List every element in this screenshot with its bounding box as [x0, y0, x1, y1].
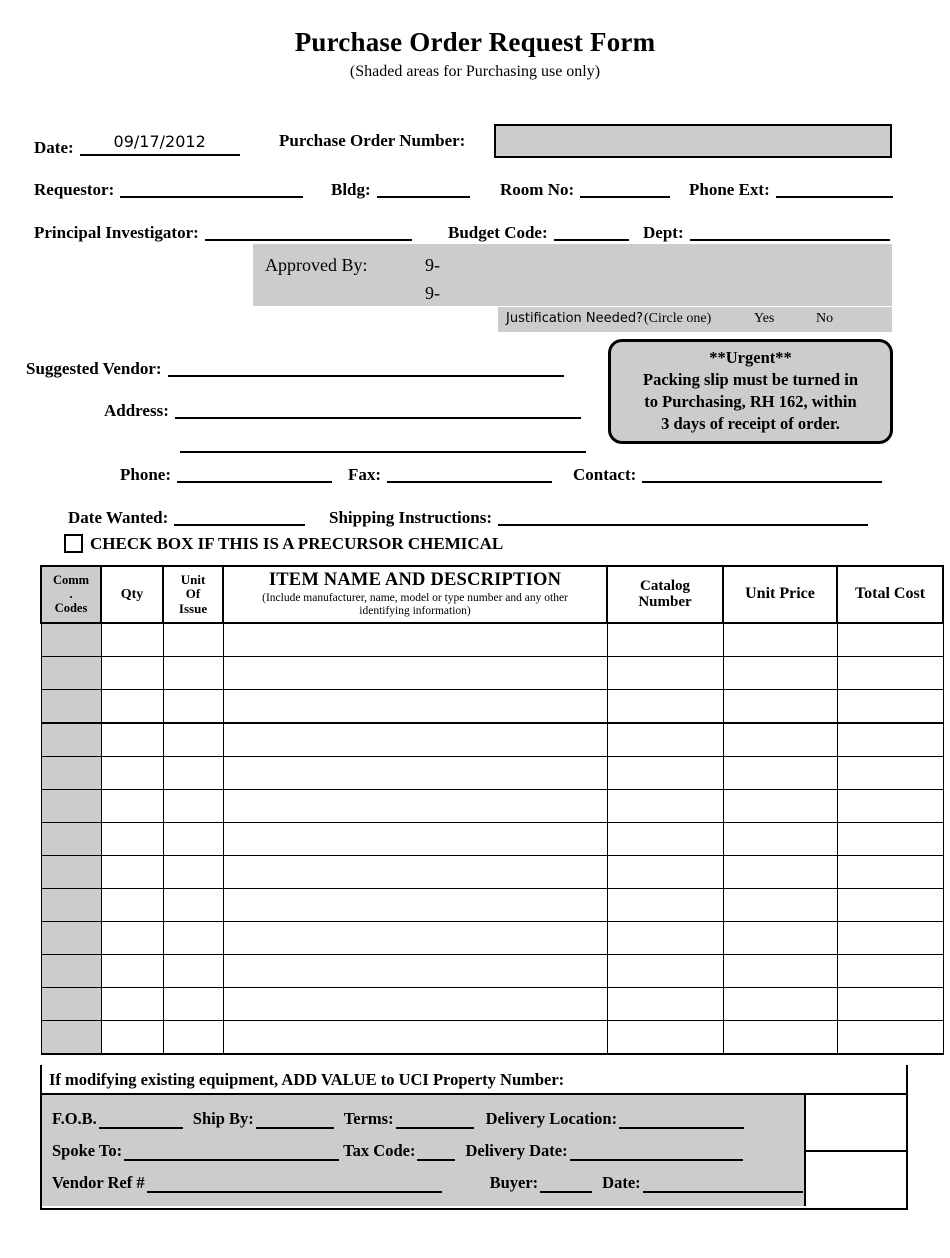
cell-item_description[interactable]	[223, 987, 607, 1020]
items-table-header-row	[41, 566, 943, 623]
fob-label: F.O.B.	[52, 1109, 97, 1128]
cell-unit_of_issue[interactable]	[163, 888, 223, 921]
cell-total_cost[interactable]	[837, 756, 943, 789]
spoke-to-input[interactable]	[124, 1141, 339, 1161]
budget-code-row	[448, 219, 629, 241]
cell-catalog_number[interactable]	[607, 623, 723, 657]
requestor-row	[34, 176, 303, 198]
phone-ext-row	[689, 176, 893, 198]
cell-unit_price[interactable]	[723, 689, 837, 723]
budget-code-label: Budget Code:	[448, 223, 548, 242]
address-input-line-2[interactable]	[180, 431, 586, 453]
cell-total_cost[interactable]	[837, 689, 943, 723]
cell-comm_codes[interactable]	[41, 1020, 101, 1054]
suggested-vendor-row	[26, 355, 564, 377]
cell-unit_price[interactable]	[723, 921, 837, 954]
cell-catalog_number[interactable]	[607, 656, 723, 689]
cell-item_description[interactable]	[223, 1020, 607, 1054]
vendor-fax-label: Fax:	[348, 465, 382, 484]
cell-total_cost[interactable]	[837, 656, 943, 689]
cell-qty[interactable]	[101, 756, 163, 789]
cell-total_cost[interactable]	[837, 954, 943, 987]
cell-catalog_number[interactable]	[607, 888, 723, 921]
table-row	[41, 888, 943, 921]
buyer-label: Buyer:	[489, 1173, 539, 1192]
principal-investigator-row	[34, 219, 412, 241]
approver-1-field[interactable]: 9-	[425, 255, 440, 275]
precursor-chemical-row	[64, 534, 503, 553]
cell-item_description[interactable]	[223, 954, 607, 987]
cell-catalog_number[interactable]	[607, 987, 723, 1020]
cell-unit_price[interactable]	[723, 789, 837, 822]
principal-investigator-input[interactable]	[205, 219, 412, 241]
cell-item_description[interactable]	[223, 656, 607, 689]
cell-catalog_number[interactable]	[607, 756, 723, 789]
cell-total_cost[interactable]	[837, 987, 943, 1020]
date-value: 09/17/2012	[113, 132, 206, 151]
column-header-unit-price: Unit Price	[723, 566, 837, 623]
suggested-vendor-label: Suggested Vendor:	[26, 359, 162, 378]
footer-date-input[interactable]	[643, 1173, 803, 1193]
cell-qty[interactable]	[101, 623, 163, 657]
cell-unit_price[interactable]	[723, 987, 837, 1020]
vendor-ref-input[interactable]	[147, 1173, 442, 1193]
cell-unit_of_issue[interactable]	[163, 1020, 223, 1054]
cell-comm_codes[interactable]	[41, 855, 101, 888]
dept-label: Dept:	[643, 223, 684, 242]
fob-row	[52, 1109, 744, 1129]
spoke-to-row	[52, 1141, 743, 1161]
terms-label: Terms:	[343, 1109, 394, 1128]
vendor-phone-input[interactable]	[177, 461, 332, 483]
terms-input[interactable]	[396, 1109, 474, 1129]
cell-unit_price[interactable]	[723, 756, 837, 789]
comm-codes-line-1: Comm	[52, 573, 90, 588]
justification-block	[498, 307, 892, 332]
dept-row	[643, 219, 890, 241]
unit-of-issue-line-3: Issue	[178, 600, 208, 616]
delivery-location-label: Delivery Location:	[485, 1109, 618, 1128]
precursor-chemical-label: CHECK BOX IF THIS IS A PRECURSOR CHEMICAL	[90, 534, 504, 553]
modify-equipment-note: If modifying existing equipment, ADD VALUE to UCI Property Number:	[49, 1070, 565, 1089]
cell-qty[interactable]	[101, 656, 163, 689]
comm-codes-line-2: .	[69, 587, 73, 602]
column-header-item-description	[223, 566, 607, 623]
room-label: Room No:	[500, 180, 575, 199]
phone-ext-input[interactable]	[776, 176, 893, 198]
table-row	[41, 623, 943, 657]
cell-qty[interactable]	[101, 921, 163, 954]
bldg-label: Bldg:	[331, 180, 371, 199]
precursor-chemical-checkbox[interactable]	[64, 534, 83, 553]
delivery-location-input[interactable]	[619, 1109, 744, 1129]
table-row	[41, 987, 943, 1020]
cell-qty[interactable]	[101, 689, 163, 723]
cell-unit_price[interactable]	[723, 623, 837, 657]
cell-total_cost[interactable]	[837, 855, 943, 888]
justification-option-yes[interactable]: Yes	[754, 311, 775, 326]
cell-comm_codes[interactable]	[41, 689, 101, 723]
spoke-to-label: Spoke To:	[52, 1141, 123, 1160]
column-header-qty: Qty	[101, 566, 163, 623]
address-row-2	[180, 431, 586, 453]
vendor-ref-label: Vendor Ref #	[52, 1173, 145, 1192]
phone-ext-label: Phone Ext:	[689, 180, 770, 199]
table-row	[41, 1020, 943, 1054]
vendor-fax-row	[348, 461, 552, 483]
tax-code-input[interactable]	[417, 1141, 455, 1161]
cell-comm_codes[interactable]	[41, 921, 101, 954]
date-label: Date:	[34, 138, 74, 157]
vendor-contact-input[interactable]	[642, 461, 882, 483]
catalog-number-line-2: Number	[638, 594, 692, 611]
buyer-input[interactable]	[540, 1173, 592, 1193]
urgent-line-3: 3 days of receipt of order.	[661, 413, 840, 433]
item-description-title: ITEM NAME AND DESCRIPTION	[268, 570, 562, 590]
vendor-phone-label: Phone:	[120, 465, 171, 484]
cell-unit_of_issue[interactable]	[163, 756, 223, 789]
cell-unit_of_issue[interactable]	[163, 789, 223, 822]
cell-comm_codes[interactable]	[41, 954, 101, 987]
cell-unit_price[interactable]	[723, 1020, 837, 1054]
cell-unit_of_issue[interactable]	[163, 822, 223, 855]
cell-unit_of_issue[interactable]	[163, 954, 223, 987]
tax-code-label: Tax Code:	[343, 1141, 416, 1160]
page-title: Purchase Order Request Form	[294, 27, 656, 57]
room-input[interactable]	[580, 176, 670, 198]
comm-codes-line-3: Codes	[54, 601, 88, 616]
bldg-row	[331, 176, 470, 198]
table-row	[41, 689, 943, 723]
cell-unit_price[interactable]	[723, 855, 837, 888]
cell-catalog_number[interactable]	[607, 855, 723, 888]
date-row	[34, 132, 240, 156]
items-table-body	[41, 623, 943, 1054]
footer-date-label: Date:	[602, 1173, 641, 1192]
table-row	[41, 756, 943, 789]
urgent-line-1: Packing slip must be turned in	[643, 369, 858, 389]
items-table	[40, 565, 944, 1055]
cell-comm_codes[interactable]	[41, 756, 101, 789]
cell-catalog_number[interactable]	[607, 723, 723, 757]
cell-qty[interactable]	[101, 723, 163, 757]
cell-total_cost[interactable]	[837, 822, 943, 855]
cell-catalog_number[interactable]	[607, 954, 723, 987]
fob-input[interactable]	[99, 1109, 183, 1129]
approver-2-field[interactable]: 9-	[425, 283, 440, 303]
cell-unit_price[interactable]	[723, 656, 837, 689]
delivery-date-label: Delivery Date:	[465, 1141, 568, 1160]
date-wanted-label: Date Wanted:	[68, 508, 169, 527]
cell-item_description[interactable]	[223, 756, 607, 789]
suggested-vendor-input[interactable]	[168, 355, 564, 377]
cell-unit_price[interactable]	[723, 888, 837, 921]
unit-of-issue-line-2: Of	[185, 586, 201, 602]
address-input-line-1[interactable]	[175, 397, 581, 419]
cell-unit_of_issue[interactable]	[163, 723, 223, 757]
column-header-total-cost: Total Cost	[837, 566, 943, 623]
table-row	[41, 921, 943, 954]
column-header-unit-of-issue	[163, 566, 223, 623]
shipping-instructions-input[interactable]	[498, 504, 868, 526]
purchasing-footer-block	[40, 1095, 908, 1210]
table-row	[41, 723, 943, 757]
cell-qty[interactable]	[101, 822, 163, 855]
cell-comm_codes[interactable]	[41, 789, 101, 822]
address-row	[104, 397, 581, 419]
requestor-input[interactable]	[120, 176, 303, 198]
date-wanted-input[interactable]	[174, 504, 305, 526]
vendor-phone-row	[120, 461, 332, 483]
shipping-instructions-label: Shipping Instructions:	[329, 508, 492, 527]
ship-by-input[interactable]	[256, 1109, 334, 1129]
bldg-input[interactable]	[377, 176, 470, 198]
cell-total_cost[interactable]	[837, 1020, 943, 1054]
cell-total_cost[interactable]	[837, 789, 943, 822]
cell-qty[interactable]	[101, 1020, 163, 1054]
cell-catalog_number[interactable]	[607, 1020, 723, 1054]
room-row	[500, 176, 670, 198]
cell-unit_price[interactable]	[723, 723, 837, 757]
approved-by-label: Approved By:	[265, 255, 368, 275]
cell-comm_codes[interactable]	[41, 723, 101, 757]
cell-qty[interactable]	[101, 888, 163, 921]
cell-comm_codes[interactable]	[41, 888, 101, 921]
urgent-notice	[608, 339, 893, 444]
cell-item_description[interactable]	[223, 822, 607, 855]
cell-item_description[interactable]	[223, 723, 607, 757]
vendor-contact-row	[573, 461, 882, 483]
cell-item_description[interactable]	[223, 888, 607, 921]
cell-item_description[interactable]	[223, 921, 607, 954]
requestor-label: Requestor:	[34, 180, 115, 199]
approved-by-block	[253, 244, 892, 306]
table-row	[41, 855, 943, 888]
table-row	[41, 656, 943, 689]
cell-unit_of_issue[interactable]	[163, 921, 223, 954]
shipping-instructions-row	[329, 504, 868, 526]
cell-qty[interactable]	[101, 954, 163, 987]
cell-catalog_number[interactable]	[607, 822, 723, 855]
urgent-line-2: to Purchasing, RH 162, within	[644, 391, 857, 411]
vendor-fax-input[interactable]	[387, 461, 552, 483]
cell-unit_of_issue[interactable]	[163, 689, 223, 723]
cell-comm_codes[interactable]	[41, 987, 101, 1020]
cell-total_cost[interactable]	[837, 921, 943, 954]
cell-item_description[interactable]	[223, 689, 607, 723]
page-subtitle: (Shaded areas for Purchasing use only)	[349, 62, 601, 80]
column-header-catalog-number	[607, 566, 723, 623]
cell-unit_of_issue[interactable]	[163, 855, 223, 888]
justification-hint: (Circle one)	[644, 311, 712, 326]
cell-qty[interactable]	[101, 987, 163, 1020]
address-label: Address:	[104, 401, 169, 420]
justification-question: Justification Needed?	[506, 311, 644, 326]
table-row	[41, 822, 943, 855]
cell-total_cost[interactable]	[837, 723, 943, 757]
cell-unit_of_issue[interactable]	[163, 656, 223, 689]
vendor-ref-row	[52, 1173, 803, 1193]
catalog-number-line-1: Catalog	[640, 577, 690, 594]
cell-comm_codes[interactable]	[41, 822, 101, 855]
cell-unit_of_issue[interactable]	[163, 987, 223, 1020]
modify-equipment-row	[40, 1065, 908, 1095]
vendor-contact-label: Contact:	[573, 465, 637, 484]
cell-qty[interactable]	[101, 789, 163, 822]
urgent-heading: **Urgent**	[709, 348, 792, 367]
cell-total_cost[interactable]	[837, 623, 943, 657]
cell-comm_codes[interactable]	[41, 656, 101, 689]
cell-catalog_number[interactable]	[607, 689, 723, 723]
cell-item_description[interactable]	[223, 623, 607, 657]
date-input[interactable]	[80, 132, 240, 156]
cell-unit_price[interactable]	[723, 954, 837, 987]
date-wanted-row	[68, 504, 305, 526]
cell-unit_price[interactable]	[723, 822, 837, 855]
justification-option-no[interactable]: No	[816, 311, 834, 326]
item-description-subtitle: (Include manufacturer, name, model or type number and any other identifying information)	[262, 591, 568, 618]
unit-of-issue-line-1: Unit	[180, 571, 206, 587]
cell-qty[interactable]	[101, 855, 163, 888]
purchasing-footer-right-divider	[806, 1150, 906, 1152]
cell-item_description[interactable]	[223, 789, 607, 822]
table-row	[41, 954, 943, 987]
ship-by-label: Ship By:	[192, 1109, 254, 1128]
cell-unit_of_issue[interactable]	[163, 623, 223, 657]
principal-investigator-label: Principal Investigator:	[34, 223, 199, 242]
cell-item_description[interactable]	[223, 855, 607, 888]
dept-input[interactable]	[690, 219, 890, 241]
delivery-date-input[interactable]	[570, 1141, 743, 1161]
budget-code-input[interactable]	[554, 219, 629, 241]
po-number-label: Purchase Order Number:	[279, 131, 466, 150]
cell-comm_codes[interactable]	[41, 623, 101, 657]
cell-catalog_number[interactable]	[607, 921, 723, 954]
table-row	[41, 789, 943, 822]
column-header-comm-codes	[41, 566, 101, 623]
po-number-label-wrap	[279, 132, 465, 149]
cell-catalog_number[interactable]	[607, 789, 723, 822]
cell-total_cost[interactable]	[837, 888, 943, 921]
po-number-input[interactable]	[494, 124, 892, 158]
